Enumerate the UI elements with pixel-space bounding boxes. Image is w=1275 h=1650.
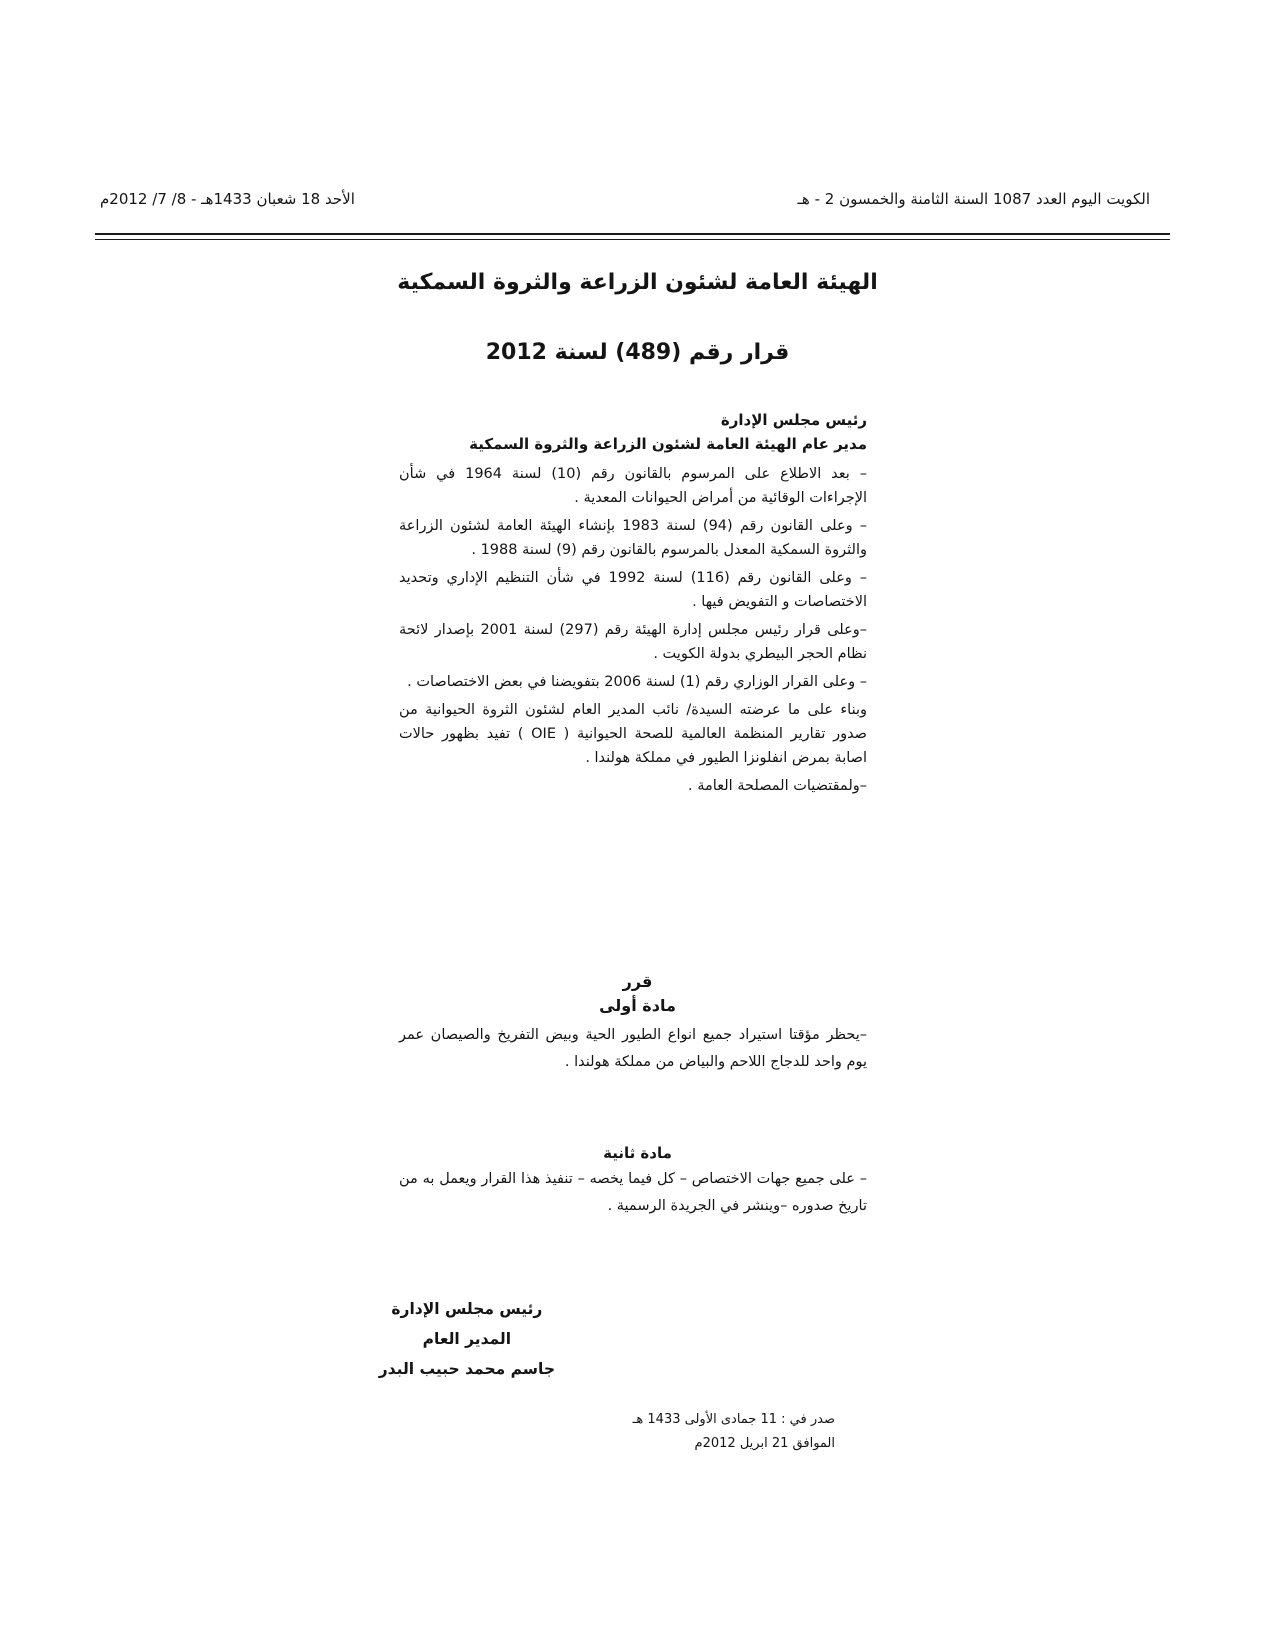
issued-gregorian: الموافق 21 ابريل 2012م [694,1436,835,1451]
preamble [399,462,867,802]
issuer-block [399,408,867,456]
decision-heading: قرر [622,972,653,991]
issued-hijri: صدر في : 11 جمادى الأولى 1433 هـ [632,1412,835,1427]
article-1-title: مادة أولى [599,996,676,1015]
article-1-text: –يحظر مؤقتا استيراد جميع انواع الطيور الحية وبيض التفريخ والصيصان عمر يوم واحد للدجاج اللاحم والبياض من مملكة هولندا . [399,1027,867,1070]
preamble-clause: –وعلى قرار رئيس مجلس إدارة الهيئة رقم (297) لسنة 2001 بإصدار لائحة نظام الحجر البيطري بدولة الكويت . [399,622,867,662]
signature-block [379,1294,555,1384]
preamble-clause: وبناء على ما عرضته السيدة/ نائب المدير العام لشئون الثروة الحيوانية من صدور تقارير المنظمة العالمية للصحة الحيوانية ( OIE ) تفيد بظهور حالات اصابة بمرض انفلونزا الطيور في مملكة هولندا . [399,702,867,766]
preamble-clause: – وعلى القانون رقم (116) لسنة 1992 في شأن التنظيم الإداري وتحديد الاختصاصات و التفويض فيها . [399,570,867,610]
signatory-name: جاسم محمد حبيب البدر [378,1360,555,1378]
issuer-subtitle: مدير عام الهيئة العامة لشئون الزراعة والثروة السمكية [469,435,867,453]
article-2-title: مادة ثانية [603,1144,672,1162]
issuer-title: رئيس مجلس الإدارة [720,411,867,429]
issue-date-block [633,1408,835,1456]
decree-title: قرار رقم (489) لسنة 2012 [485,340,790,365]
preamble-clause: – وعلى القانون رقم (94) لسنة 1983 بإنشاء الهيئة العامة لشئون الزراعة والثروة السمكية المعدل بالمرسوم بالقانون رقم (9) لسنة 1988 . [399,518,867,558]
header-issue-info: الكويت اليوم العدد 1087 السنة الثامنة والخمسون 2 - هـ [797,190,1150,208]
preamble-clause: – وعلى القرار الوزاري رقم (1) لسنة 2006 بتفويضنا في بعض الاختصاصات . [407,674,867,690]
article-2-text: – على جميع جهات الاختصاص – كل فيما يخصه – تنفيذ هذا القرار ويعمل به من تاريخ صدوره –وينشر في الجريدة الرسمية . [399,1171,867,1214]
preamble-clause: –ولمقتضيات المصلحة العامة . [688,778,867,794]
signature-title: رئيس مجلس الإدارة [391,1300,543,1318]
authority-name: الهيئة العامة لشئون الزراعة والثروة السمكية [397,270,878,295]
header-date: الأحد 18 شعبان 1433هـ - 8/ 7/ 2012م [100,190,355,208]
signature-role: المدير العام [422,1330,512,1348]
header-divider [95,233,1170,240]
preamble-clause: – بعد الاطلاع على المرسوم بالقانون رقم (10) لسنة 1964 في شأن الإجراءات الوقائية من أمراض الحيوانات المعدية . [399,466,867,506]
